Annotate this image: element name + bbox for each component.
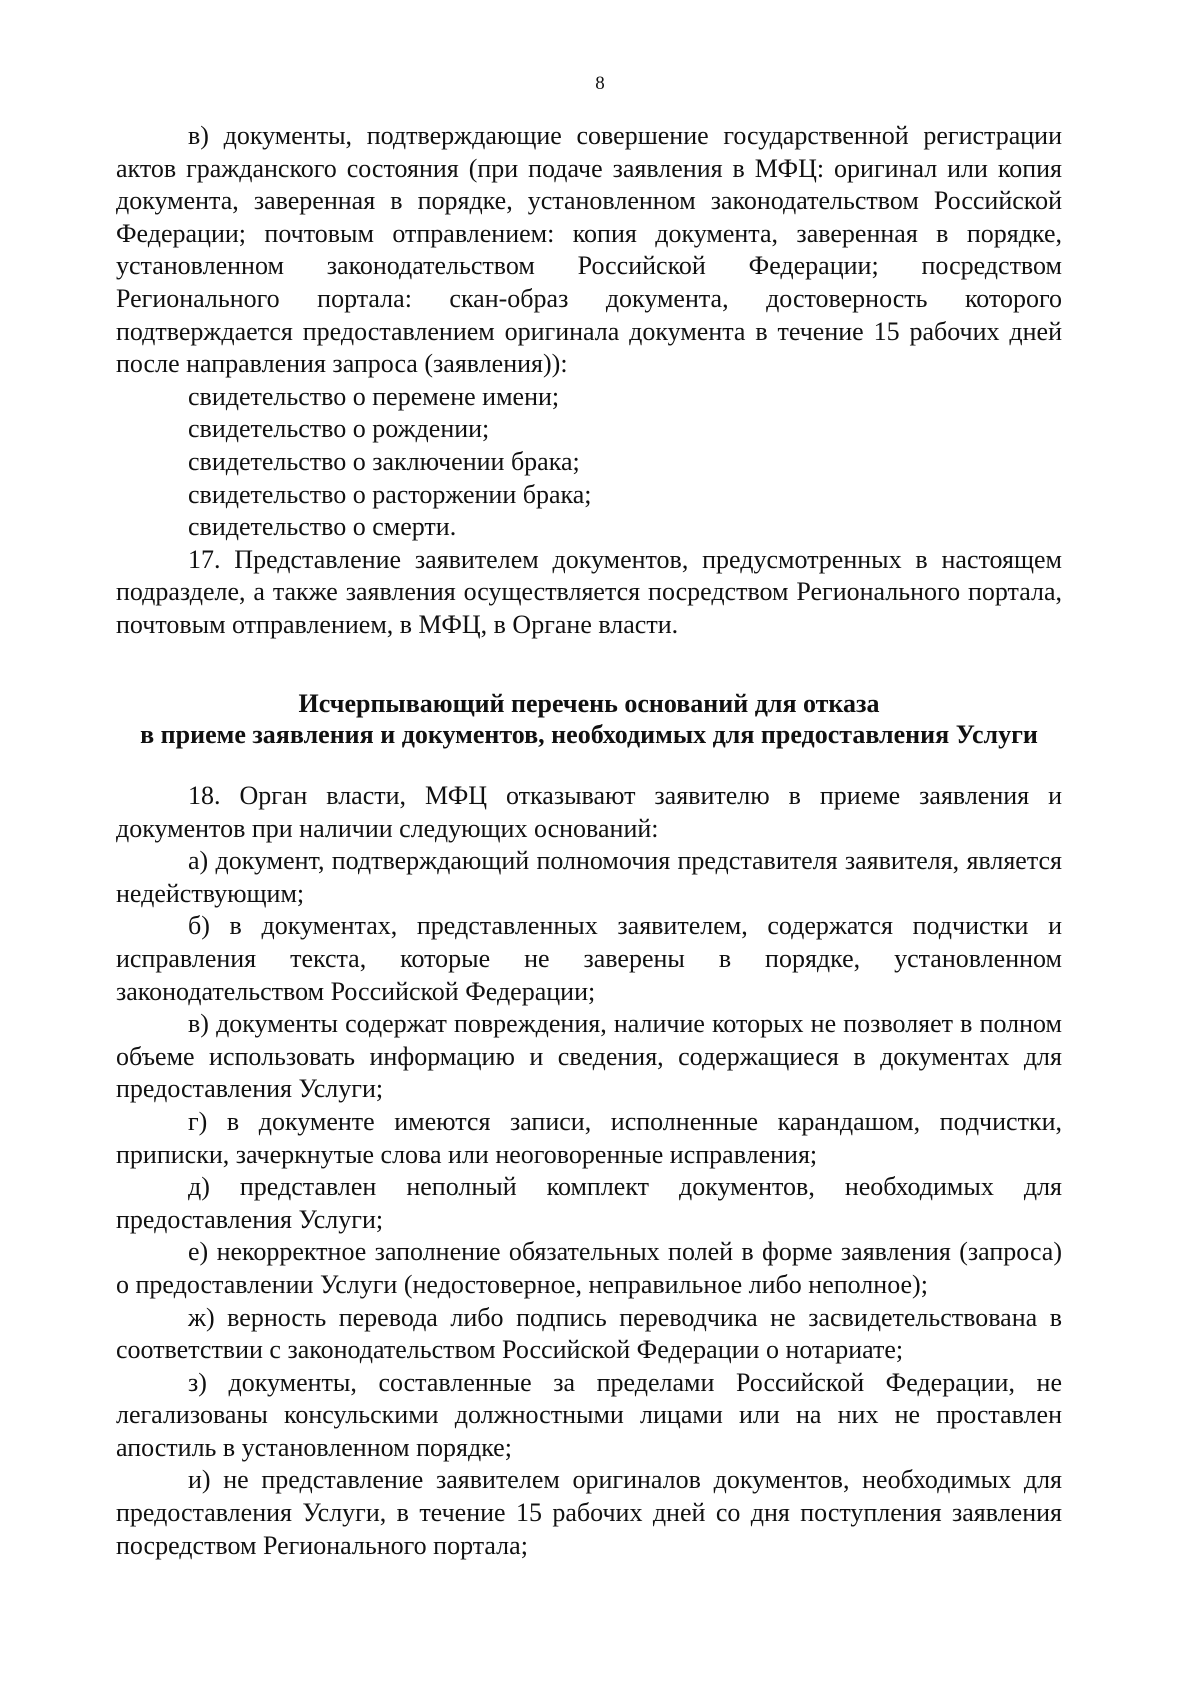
- ground-item: ж) верность перевода либо подпись переводчика не засвидетельствована в соответствии с законодательством Российской Федерации о нотариате;: [116, 1302, 1062, 1365]
- page-number: 8: [595, 73, 605, 94]
- paragraph-item-18: 18. Орган власти, МФЦ отказывают заявителю в приеме заявления и документов при наличии следующих оснований:: [116, 781, 1062, 843]
- ground-item: б) в документах, представленных заявителем, содержатся подчистки и исправления текста, которые не заверены в порядке, установленном законодательством Российской Федерации;: [116, 911, 1062, 1006]
- ground-item: е) некорректное заполнение обязательных полей в форме заявления (запроса) о предоставлении Услуги (недостоверное, неправильное либо неполное);: [116, 1237, 1062, 1299]
- ground-item: и) не представление заявителем оригиналов документов, необходимых для предоставления Услуги, в течение 15 рабочих дней со дня поступления заявления посредством Регионального портала;: [116, 1465, 1062, 1560]
- heading-line-2: в приеме заявления и документов, необходимых для предоставления Услуги: [140, 720, 1038, 749]
- section-documents: [116, 120, 1062, 642]
- list-item: свидетельство о смерти.: [188, 512, 457, 542]
- section-heading: [116, 688, 1062, 750]
- ground-item: а) документ, подтверждающий полномочия представителя заявителя, является недействующим;: [116, 846, 1062, 908]
- list-item: свидетельство о заключении брака;: [188, 446, 580, 476]
- ground-item: в) документы содержат повреждения, наличие которых не позволяет в полном объеме использовать информацию и сведения, содержащиеся в документах для предоставления Услуги;: [116, 1009, 1062, 1104]
- paragraph-item-17: 17. Представление заявителем документов, предусмотренных в настоящем подразделе, а также заявления осуществляется посредством Регионального портала, почтовым отправлением, в МФЦ, в Органе власти.: [116, 544, 1062, 639]
- ground-item: з) документы, составленные за пределами Российской Федерации, не легализованы консульскими должностными лицами или на них не проставлен апостиль в установленном порядке;: [116, 1367, 1062, 1462]
- paragraph-v-documents: в) документы, подтверждающие совершение государственной регистрации актов гражданского состояния (при подаче заявления в МФЦ: оригинал или копия документа, заверенная в порядке, установленном законодательством Российской Федерации; почтовым отправлением: копия документа, заверенная в порядке, установленном законодательством Российской Федерации; посредством Регионального портала: скан-образ документа, достоверность которого подтверждается предоставлением оригинала документа в течение 15 рабочих дней после направления запроса (заявления)):: [116, 121, 1062, 379]
- heading-line-1: Исчерпывающий перечень оснований для отказа: [298, 689, 880, 718]
- section-refusal-grounds: [116, 780, 1062, 1562]
- list-item: свидетельство о расторжении брака;: [188, 479, 592, 509]
- ground-item: д) представлен неполный комплект документов, необходимых для предоставления Услуги;: [116, 1172, 1062, 1234]
- ground-item: г) в документе имеются записи, исполненные карандашом, подчистки, приписки, зачеркнутые слова или неоговоренные исправления;: [116, 1106, 1062, 1169]
- list-item: свидетельство о рождении;: [188, 414, 490, 444]
- list-item: свидетельство о перемене имени;: [188, 381, 560, 411]
